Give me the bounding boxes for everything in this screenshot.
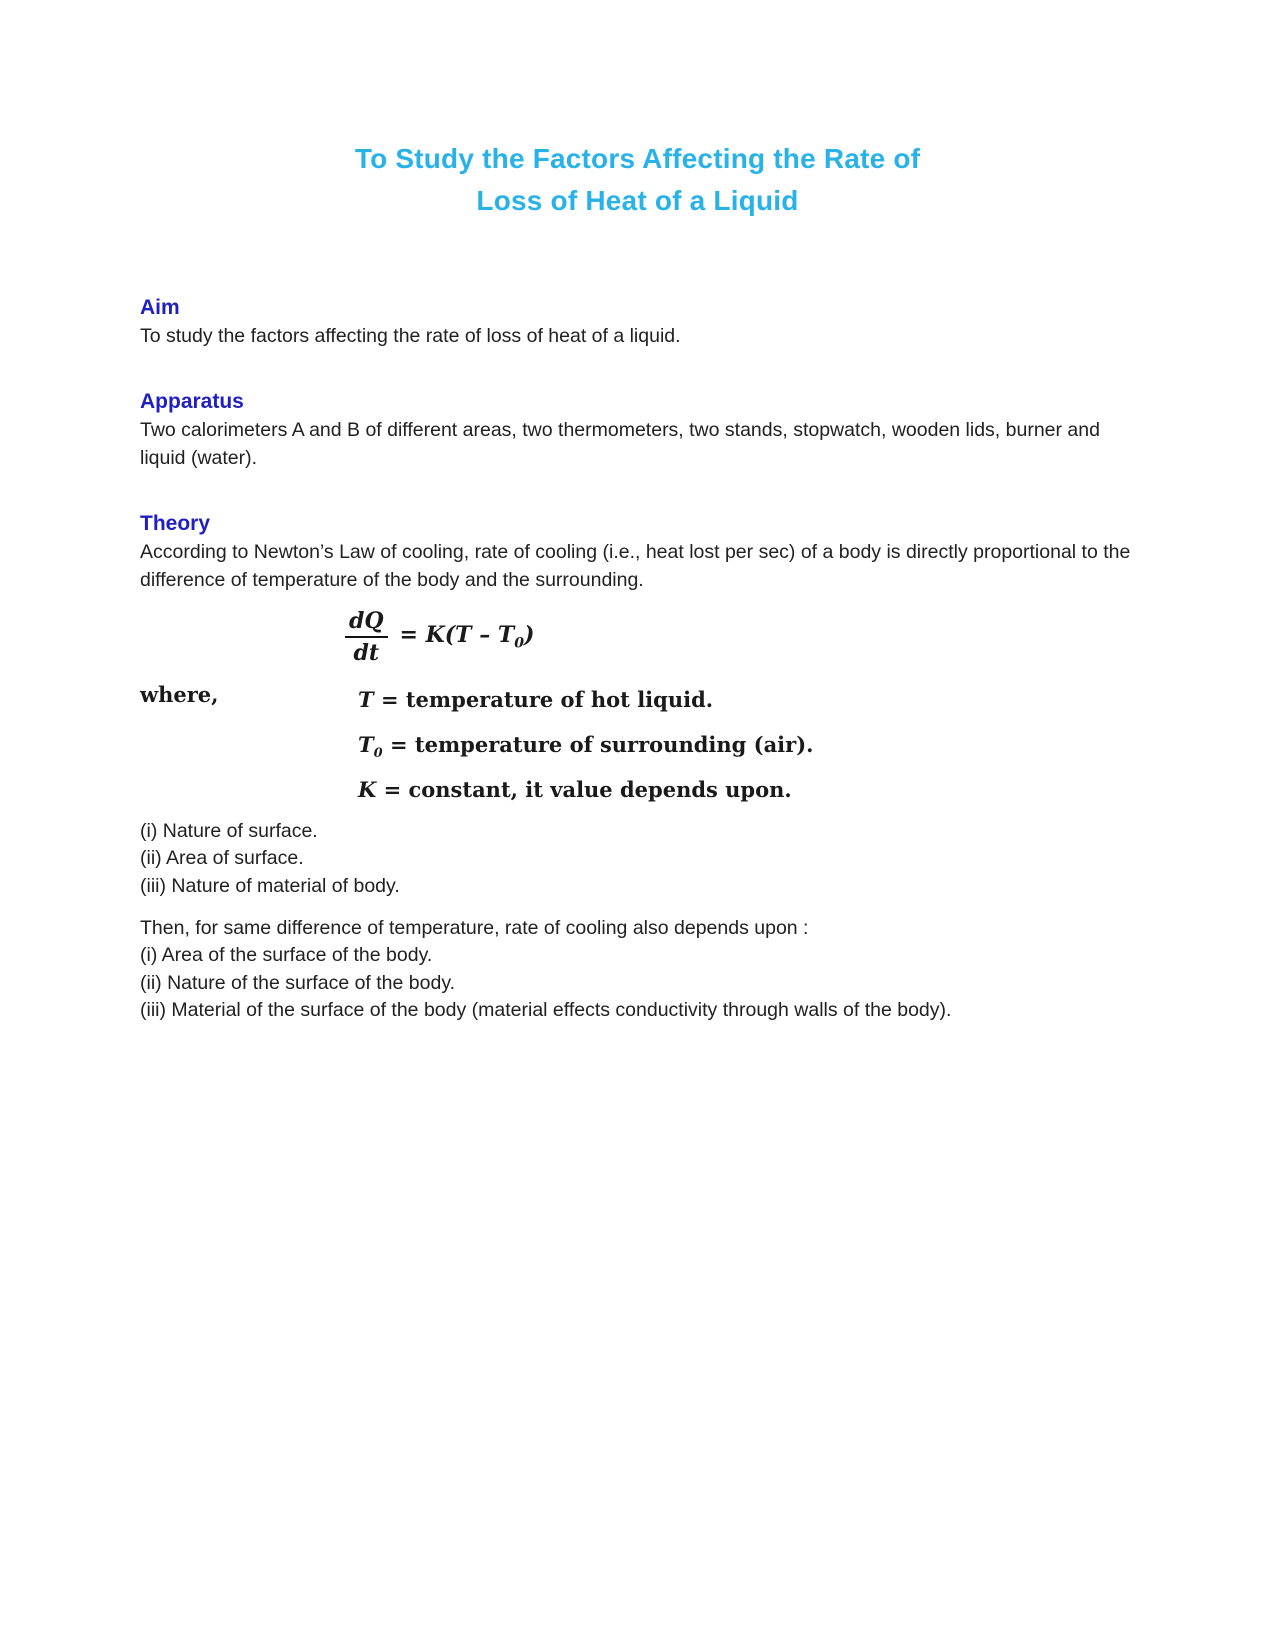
newton-cooling-equation <box>345 608 1135 666</box>
fraction-dq-dt <box>345 608 388 666</box>
list-item: (iii) Material of the surface of the body (material effects conductivity through walls of the body). <box>140 999 952 1022</box>
definition-text: = constant, it value depends upon. <box>376 777 792 803</box>
section-theory <box>140 510 1135 1025</box>
theory-heading: Theory <box>140 512 211 535</box>
section-aim <box>140 294 1135 350</box>
list-item: (iii) Nature of material of body. <box>140 874 400 897</box>
symbol <box>358 732 383 762</box>
spacer <box>140 472 1135 510</box>
equation-rhs-main: = K(T – T <box>399 622 515 649</box>
cooling-depends-list <box>140 942 1135 1025</box>
list-item: (i) Nature of surface. <box>140 819 318 842</box>
spacer <box>140 900 1135 914</box>
definition-text: = temperature of surrounding (air). <box>382 732 814 758</box>
symbol <box>358 777 376 802</box>
list-item: (ii) Area of surface. <box>140 847 304 870</box>
aim-heading: Aim <box>140 296 180 319</box>
symbol <box>358 687 374 712</box>
definition-T0 <box>358 727 1135 772</box>
symbol-subscript: 0 <box>373 746 383 762</box>
definition-T <box>358 682 1135 727</box>
where-definitions <box>140 682 1135 818</box>
list-item: (ii) Nature of the surface of the body. <box>140 971 456 994</box>
spacer <box>140 222 1135 294</box>
definition-K <box>358 772 1135 817</box>
list-item: (i) Area of the surface of the body. <box>140 944 433 967</box>
where-label: where, <box>140 682 219 707</box>
page-title <box>140 138 1135 222</box>
symbol-letter: T <box>358 732 374 758</box>
equation-rhs-subscript: 0 <box>514 635 524 652</box>
symbol-letter: K <box>358 777 377 803</box>
aim-body: To study the factors affecting the rate of loss of heat of a liquid. <box>140 325 681 347</box>
theory-body: According to Newton’s Law of cooling, rate of cooling (i.e., heat lost per sec) of a body is directly proportional to the difference of temperature of the body and the surrounding. <box>140 541 1131 591</box>
k-depends-list <box>140 818 1135 901</box>
equation-rhs <box>400 622 535 651</box>
symbol-letter: T <box>358 687 374 712</box>
section-apparatus <box>140 388 1135 472</box>
fraction-numerator: dQ <box>345 608 388 638</box>
symbol-definitions <box>358 682 1135 818</box>
spacer <box>140 350 1135 388</box>
fraction-denominator: dt <box>353 640 380 666</box>
definition-text: = temperature of hot liquid. <box>373 687 714 712</box>
equation-rhs-close: ) <box>523 622 535 649</box>
page-title-line-1: To Study the Factors Affecting the Rate of <box>354 143 921 174</box>
page-title-line-2: Loss of Heat of a Liquid <box>476 185 799 216</box>
apparatus-heading: Apparatus <box>140 390 244 413</box>
then-paragraph: Then, for same difference of temperature, rate of cooling also depends upon : <box>140 917 809 940</box>
apparatus-body: Two calorimeters A and B of different areas, two thermometers, two stands, stopwatch, wooden lids, burner and liquid (water). <box>140 419 1100 469</box>
